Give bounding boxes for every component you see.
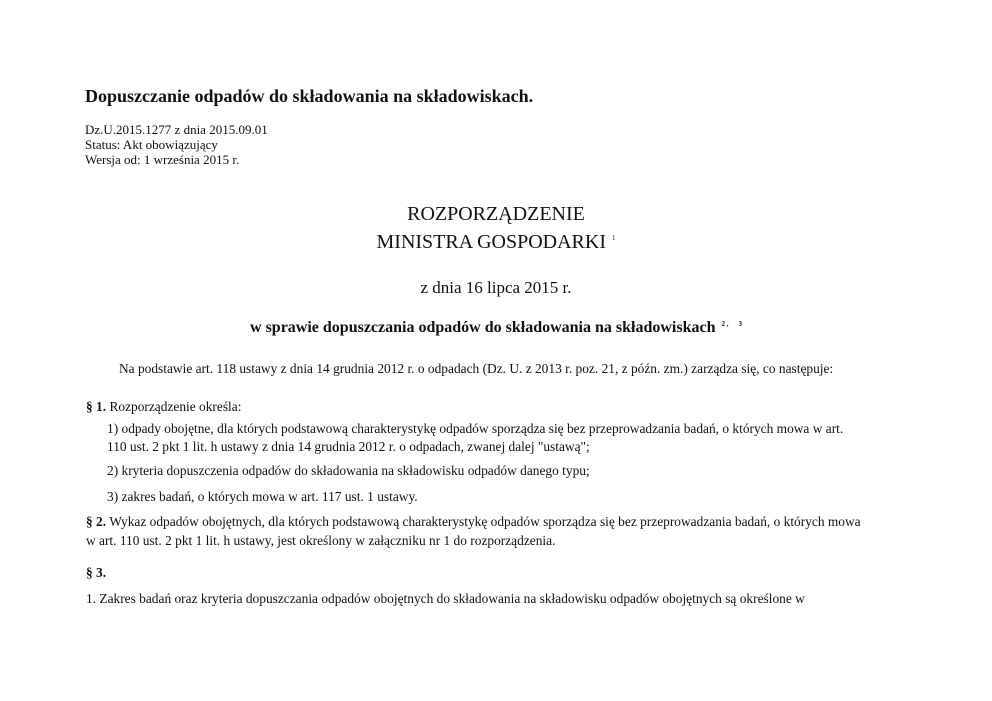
document-version: Wersja od: 1 września 2015 r.: [85, 152, 240, 167]
section-2-line-2: w art. 110 ust. 2 pkt 1 lit. h ustawy, jest określony w załączniku nr 1 do rozporządzenia.: [86, 533, 556, 548]
section-1-item-1-line-1: 1) odpady obojętne, dla których podstawową charakterystykę odpadów sporządza się bez przeprowadzania badań, o których mowa w art.: [107, 421, 844, 436]
section-2-sign: § 2.: [86, 514, 107, 529]
section-3-heading: [86, 565, 106, 581]
footnote-marker-1[interactable]: 1: [611, 234, 616, 243]
act-type-text: ROZPORZĄDZENIE: [407, 203, 585, 225]
section-1-text: Rozporządzenie określa:: [106, 399, 242, 414]
section-2-text: Wykaz odpadów obojętnych, dla których podstawową charakterystykę odpadów sporządza się bez przeprowadzania badań, o których mowa: [106, 514, 861, 529]
journal-reference: Dz.U.2015.1277 z dnia 2015.09.01: [85, 122, 268, 137]
section-1-item-1-line-2: 110 ust. 2 pkt 1 lit. h ustawy z dnia 14 grudnia 2012 r. o odpadach, zwanej dalej "ustawą";: [107, 439, 590, 454]
section-1-heading: [86, 399, 241, 415]
footnote-marker-2[interactable]: 2 ,: [721, 319, 729, 328]
act-subject-text: w sprawie dopuszczania odpadów do składowania na składowiskach: [250, 319, 716, 336]
act-subject: [0, 319, 992, 337]
footnote-marker-3[interactable]: 3: [738, 319, 742, 328]
issuer-heading: [0, 231, 992, 254]
section-3-sign: § 3.: [86, 565, 107, 580]
section-3-paragraph-1: 1. Zakres badań oraz kryteria dopuszczania odpadów obojętnych do składowania na składowisku odpadów obojętnych są określone w: [86, 591, 805, 606]
document-status: Status: Akt obowiązujący: [85, 137, 218, 152]
section-2-line-1: [86, 514, 861, 530]
section-1-item-2: 2) kryteria dopuszczenia odpadów do składowania na składowisku odpadów danego typu;: [107, 463, 590, 478]
issuer-text: MINISTRA GOSPODARKI: [376, 231, 606, 253]
section-1-sign: § 1.: [86, 399, 107, 414]
act-type-heading: [0, 203, 992, 226]
preamble: Na podstawie art. 118 ustawy z dnia 14 grudnia 2012 r. o odpadach (Dz. U. z 2013 r. poz. 21, z późn. zm.) zarządza się, co następuje:: [119, 361, 834, 376]
document-title: Dopuszczanie odpadów do składowania na składowiskach.: [85, 86, 534, 106]
section-1-item-3: 3) zakres badań, o których mowa w art. 117 ust. 1 ustawy.: [107, 489, 418, 504]
act-date: z dnia 16 lipca 2015 r.: [420, 278, 572, 297]
